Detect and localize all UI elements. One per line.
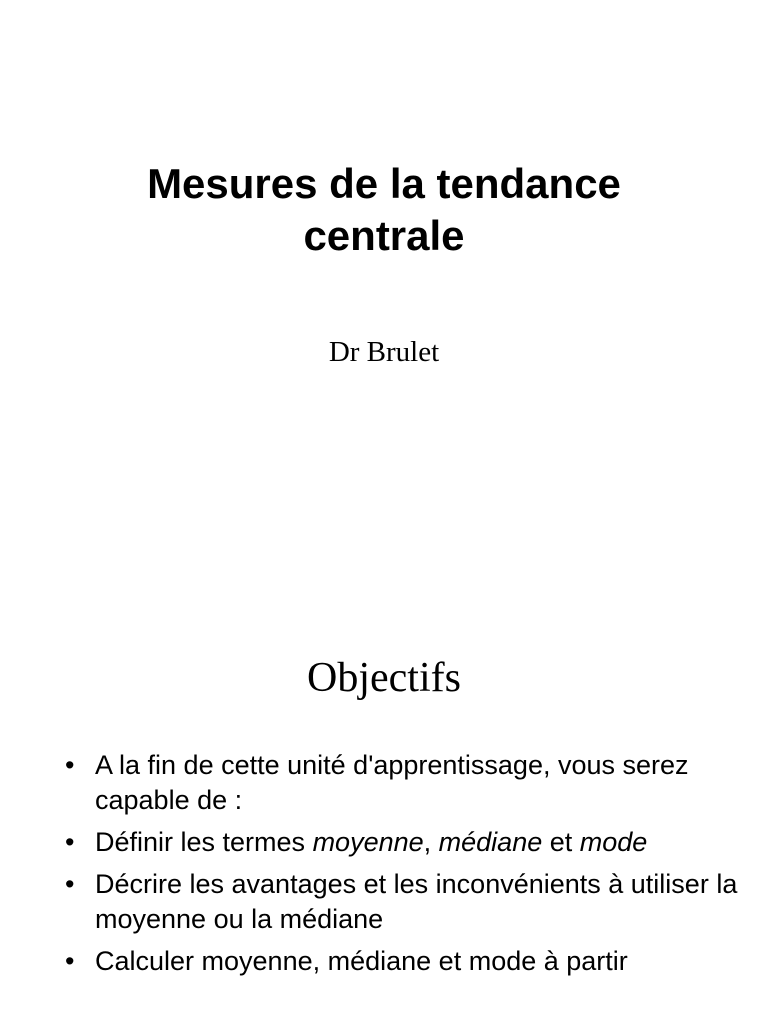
- objectives-heading: Objectifs: [307, 655, 461, 701]
- slide-title-line-2: centrale: [303, 212, 465, 259]
- slide-title: [0, 158, 768, 262]
- objectives-list: [62, 748, 742, 986]
- term-mode: mode: [579, 827, 648, 857]
- objective-define-terms-item: [62, 825, 742, 860]
- objective-calculate-item: • Calculer moyenne, médiane et mode à partir: [62, 944, 742, 979]
- objective-intro-item: • A la fin de cette unité d'apprentissage, vous serez capable de :: [62, 748, 742, 818]
- term-mediane: médiane: [438, 827, 543, 857]
- objective-define-prefix: Définir les termes: [95, 827, 313, 857]
- slide-title-line-1: Mesures de la tendance: [147, 160, 621, 207]
- term-separator: ,: [423, 827, 439, 857]
- term-moyenne: moyenne: [312, 827, 424, 857]
- author-name: Dr Brulet: [328, 336, 440, 368]
- objective-describe-item: • Décrire les avantages et les inconvénients à utiliser la moyenne ou la médiane: [62, 867, 742, 937]
- term-conjunction: et: [542, 827, 580, 857]
